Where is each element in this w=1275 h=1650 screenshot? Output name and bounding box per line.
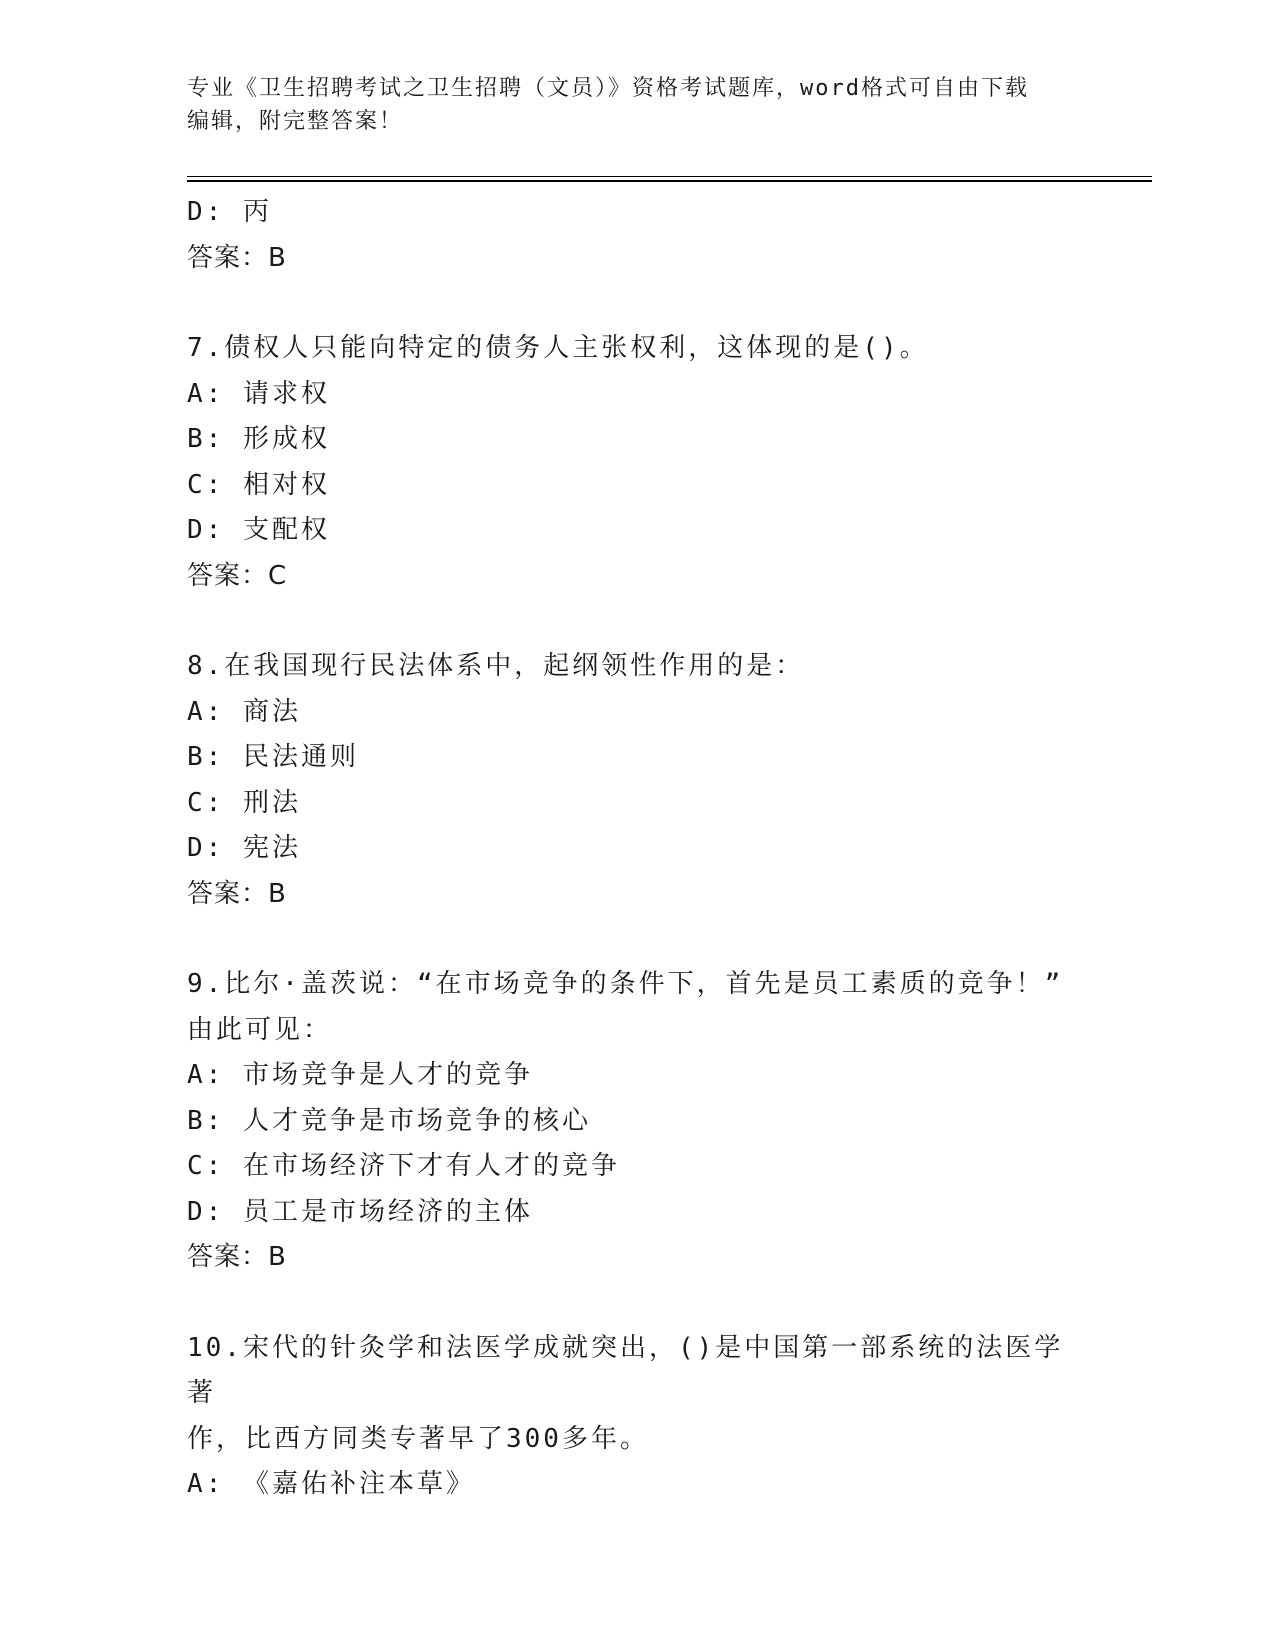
spacer — [187, 281, 1087, 326]
question-stem-line-1: 9.比尔·盖茨说：“在市场竞争的条件下，首先是员工素质的竞争！” — [187, 969, 1064, 999]
answer: 答案：B — [187, 878, 287, 909]
question-stem-line-1: 10.宋代的针灸学和法医学成就突出，()是中国第一部系统的法医学著 — [187, 1332, 1064, 1408]
header-line-1: 专业《卫生招聘考试之卫生招聘（文员）》资格考试题库，word格式可自由下载 — [187, 76, 1029, 101]
question-8 — [187, 644, 1087, 917]
question-list — [187, 190, 1087, 1508]
option-a: A: 市场竞争是人才的竞争 — [187, 1060, 533, 1090]
question-stem: 8.在我国现行民法体系中，起纲领性作用的是： — [187, 651, 805, 681]
option-a: A: 商法 — [187, 696, 301, 727]
header-divider-thin — [187, 176, 1152, 177]
option-d: D: 支配权 — [187, 515, 330, 545]
answer: 答案：C — [187, 560, 288, 591]
option-a: A: 请求权 — [187, 378, 330, 409]
option-d: D: 员工是市场经济的主体 — [187, 1196, 533, 1227]
question-10 — [187, 1326, 1087, 1508]
question-stem: 7.债权人只能向特定的债务人主张权利，这体现的是()。 — [187, 333, 929, 363]
spacer — [187, 1281, 1087, 1326]
option-d: D: 宪法 — [187, 833, 301, 863]
option-b: B: 民法通则 — [187, 742, 359, 772]
option-c: C: 在市场经济下才有人才的竞争 — [187, 1151, 620, 1181]
header-divider-thick — [187, 180, 1152, 182]
header-line-2: 编辑，附完整答案！ — [187, 109, 404, 134]
option-b: B: 形成权 — [187, 424, 330, 454]
spacer — [187, 599, 1087, 644]
question-9 — [187, 962, 1087, 1281]
prev-option-d: D: 丙 — [187, 197, 272, 227]
spacer — [187, 917, 1087, 962]
option-c: C: 相对权 — [187, 469, 330, 500]
option-a: A: 《嘉佑补注本草》 — [187, 1469, 475, 1499]
question-7 — [187, 326, 1087, 599]
prev-answer: 答案：B — [187, 242, 287, 273]
question-stem-line-2: 作，比西方同类专著早了300多年。 — [187, 1423, 649, 1454]
question-stem-line-2: 由此可见： — [187, 1014, 333, 1045]
document-header — [187, 72, 1087, 138]
option-b: B: 人才竞争是市场竞争的核心 — [187, 1105, 591, 1136]
answer: 答案：B — [187, 1242, 287, 1272]
option-c: C: 刑法 — [187, 787, 301, 818]
